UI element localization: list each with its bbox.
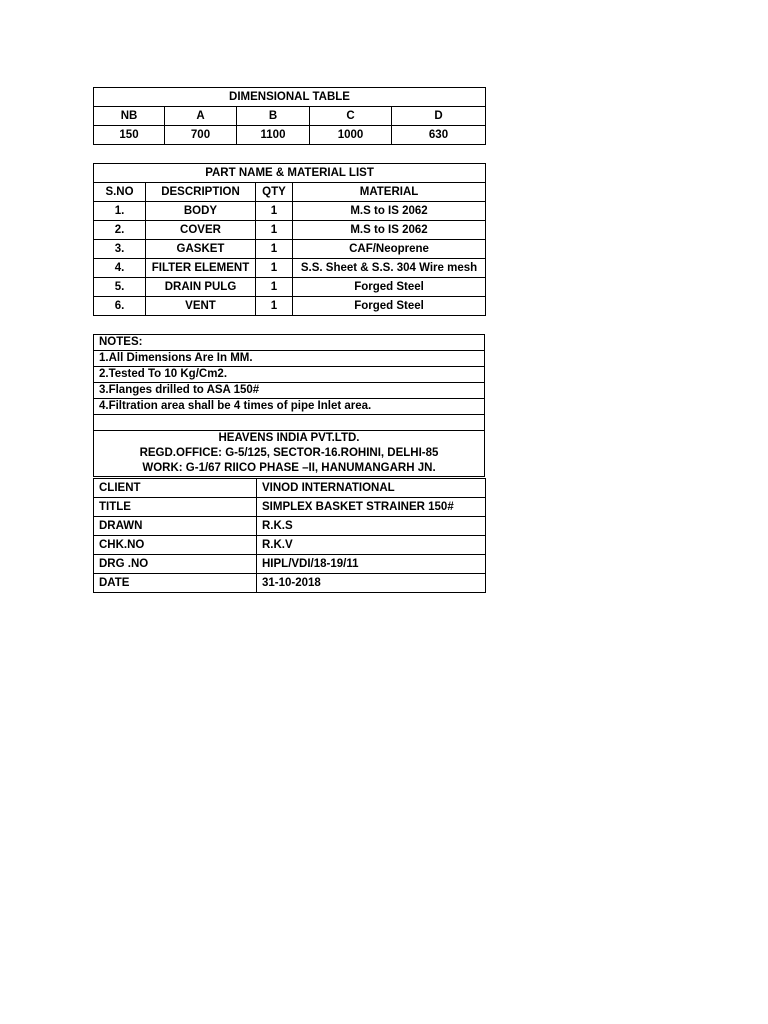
part-qty: 1 <box>256 297 293 316</box>
part-material: S.S. Sheet & S.S. 304 Wire mesh <box>293 259 486 278</box>
value-a: 700 <box>165 126 237 145</box>
title-block-value: R.K.S <box>257 517 486 536</box>
table-row <box>94 221 486 240</box>
company-row <box>94 431 485 477</box>
title-block-label: TITLE <box>94 498 257 517</box>
parts-table-title-row <box>94 164 486 183</box>
header-qty: QTY <box>256 183 293 202</box>
table-row <box>94 240 486 259</box>
dimensional-table-title: DIMENSIONAL TABLE <box>94 88 486 107</box>
list-item <box>94 383 485 399</box>
header-d: D <box>392 107 486 126</box>
table-row <box>94 555 486 574</box>
header-nb: NB <box>94 107 165 126</box>
value-nb: 150 <box>94 126 165 145</box>
value-d: 630 <box>392 126 486 145</box>
header-a: A <box>165 107 237 126</box>
notes-title-row <box>94 335 485 351</box>
part-sno: 6. <box>94 297 146 316</box>
value-b: 1100 <box>237 126 310 145</box>
notes-title: NOTES: <box>94 335 485 351</box>
part-description: DRAIN PULG <box>146 278 256 297</box>
blank-row <box>94 415 485 431</box>
title-block-label: CLIENT <box>94 479 257 498</box>
title-block-value: R.K.V <box>257 536 486 555</box>
part-description: GASKET <box>146 240 256 259</box>
part-sno: 5. <box>94 278 146 297</box>
title-block-label: DRG .NO <box>94 555 257 574</box>
table-row <box>94 574 486 593</box>
note-item: 1.All Dimensions Are In MM. <box>94 351 485 367</box>
part-sno: 4. <box>94 259 146 278</box>
table-row <box>94 517 486 536</box>
header-b: B <box>237 107 310 126</box>
value-c: 1000 <box>310 126 392 145</box>
company-office: REGD.OFFICE: G-5/125, SECTOR-16.ROHINI, DELHI-85 <box>139 447 439 459</box>
part-description: COVER <box>146 221 256 240</box>
list-item <box>94 399 485 415</box>
title-block-label: CHK.NO <box>94 536 257 555</box>
part-material: Forged Steel <box>293 297 486 316</box>
table-row <box>94 479 486 498</box>
part-description: VENT <box>146 297 256 316</box>
title-block-value: VINOD INTERNATIONAL <box>257 479 486 498</box>
dimensional-table-title-row <box>94 88 486 107</box>
table-row <box>94 297 486 316</box>
part-material: Forged Steel <box>293 278 486 297</box>
company-work: WORK: G-1/67 RIICO PHASE –II, HANUMANGARH JN. <box>142 462 436 474</box>
table-row <box>94 202 486 221</box>
list-item <box>94 351 485 367</box>
title-block-label: DATE <box>94 574 257 593</box>
part-sno: 1. <box>94 202 146 221</box>
part-qty: 1 <box>256 278 293 297</box>
dimensional-table-value-row <box>94 126 486 145</box>
company-name: HEAVENS INDIA PVT.LTD. <box>218 432 360 444</box>
title-block-table <box>93 478 486 593</box>
part-description: FILTER ELEMENT <box>146 259 256 278</box>
list-item <box>94 367 485 383</box>
parts-table-header-row <box>94 183 486 202</box>
header-material: MATERIAL <box>293 183 486 202</box>
part-material: CAF/Neoprene <box>293 240 486 259</box>
dimensional-table <box>93 87 486 145</box>
part-description: BODY <box>146 202 256 221</box>
header-sno: S.NO <box>94 183 146 202</box>
part-sno: 3. <box>94 240 146 259</box>
note-item: 4.Filtration area shall be 4 times of pipe Inlet area. <box>94 399 485 415</box>
notes-table <box>93 334 485 477</box>
note-item: 3.Flanges drilled to ASA 150# <box>94 383 485 399</box>
parts-table <box>93 163 486 316</box>
note-item: 2.Tested To 10 Kg/Cm2. <box>94 367 485 383</box>
header-description: DESCRIPTION <box>146 183 256 202</box>
table-row <box>94 498 486 517</box>
dimensional-table-header-row <box>94 107 486 126</box>
part-material: M.S to IS 2062 <box>293 202 486 221</box>
title-block-value: HIPL/VDI/18-19/11 <box>257 555 486 574</box>
table-row <box>94 259 486 278</box>
part-qty: 1 <box>256 202 293 221</box>
table-row <box>94 278 486 297</box>
table-row <box>94 536 486 555</box>
header-c: C <box>310 107 392 126</box>
part-qty: 1 <box>256 221 293 240</box>
part-sno: 2. <box>94 221 146 240</box>
part-qty: 1 <box>256 259 293 278</box>
part-qty: 1 <box>256 240 293 259</box>
part-material: M.S to IS 2062 <box>293 221 486 240</box>
company-block <box>94 431 485 477</box>
title-block-value: SIMPLEX BASKET STRAINER 150# <box>257 498 486 517</box>
title-block-value: 31-10-2018 <box>257 574 486 593</box>
title-block-label: DRAWN <box>94 517 257 536</box>
blank-cell <box>94 415 485 431</box>
parts-table-title: PART NAME & MATERIAL LIST <box>94 164 486 183</box>
